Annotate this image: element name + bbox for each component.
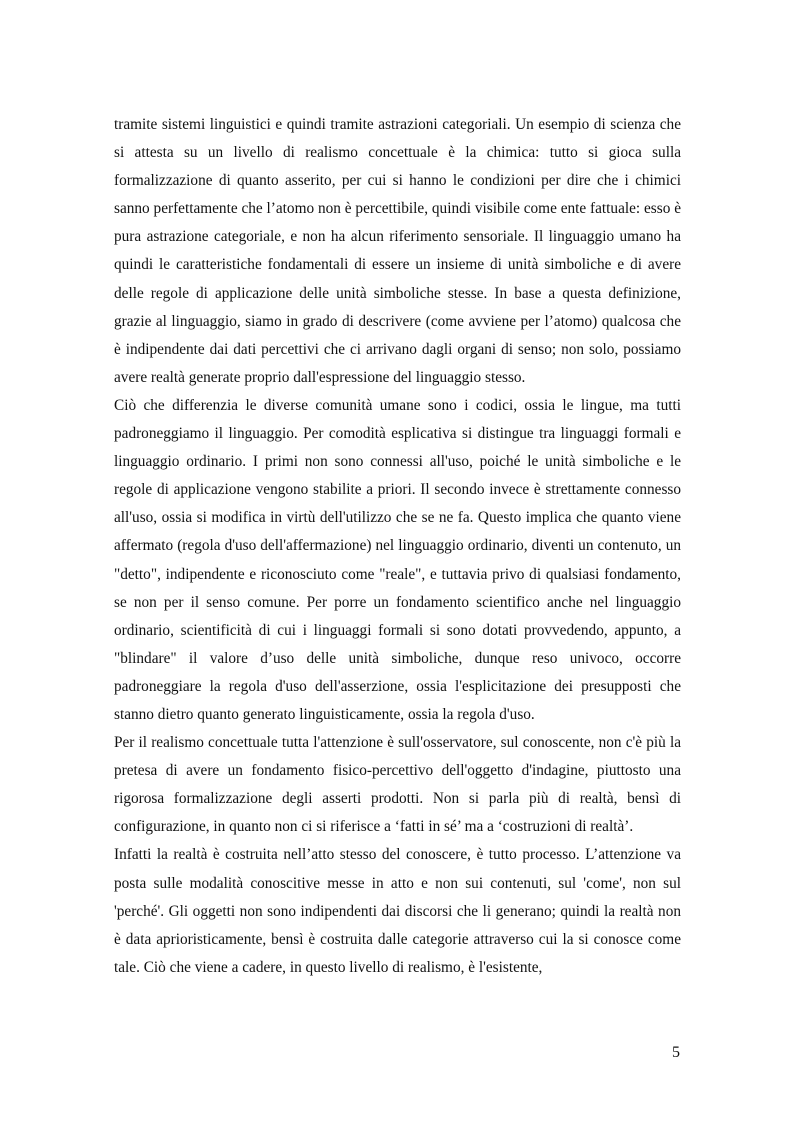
paragraph-2: Ciò che differenzia le diverse comunità umane sono i codici, ossia le lingue, ma tutti padroneggiamo il linguaggio. Per comodità esplicativa si distingue tra linguaggi formali e linguaggio ordinario. I primi non sono connessi all'uso, poiché le unità simboliche e le regole di applicazione vengono stabilite a priori. Il secondo invece è strettamente connesso all'uso, ossia si modifica in virtù dell'utilizzo che se ne fa. Questo implica che quanto viene affermato (regola d'uso dell'affermazione) nel linguaggio ordinario, diventi un contenuto, un "detto", indipendente e riconosciuto come "reale", e tuttavia privo di qualsiasi fondamento, se non per il senso comune. Per porre un fondamento scientifico anche nel linguaggio ordinario, scientificità di cui i linguaggi formali si sono dotati provvedendo, appunto, a "blindare" il valore d’uso delle unità simboliche, dunque reso univoco, occorre padroneggiare la regola d'uso dell'asserzione, ossia l'esplicitazione dei presupposti che stanno dietro quanto generato linguisticamente, ossia la regola d'uso. (114, 396, 681, 723)
page-number: 5 (672, 1044, 680, 1061)
body-text (114, 111, 681, 982)
paragraph-4: Infatti la realtà è costruita nell’atto stesso del conoscere, è tutto processo. L’attenzione va posta sulle modalità conoscitive messe in atto e non sui contenuti, sul 'come', non sul 'perché'. Gli oggetti non sono indipendenti dai discorsi che li generano; quindi la realtà non è data aprioristicamente, bensì è costruita dalle categorie attraverso cui la si conosce come tale. Ciò che viene a cadere, in questo livello di realismo, è l'esistente, (114, 846, 681, 976)
paragraph-3: Per il realismo concettuale tutta l'attenzione è sull'osservatore, sul conoscente, non c'è più la pretesa di avere un fondamento fisico-percettivo dell'oggetto d'indagine, piuttosto una rigorosa formalizzazione degli asserti prodotti. Non si parla più di realtà, bensì di configurazione, in quanto non ci si riferisce a ‘fatti in sé’ ma a ‘costruzioni di realtà’. (114, 734, 681, 836)
paragraph-1: tramite sistemi linguistici e quindi tramite astrazioni categoriali. Un esempio di scienza che si attesta su un livello di realismo concettuale è la chimica: tutto si gioca sulla formalizzazione di quanto asserito, per cui si hanno le condizioni per dire che i chimici sanno perfettamente che l’atomo non è percettibile, quindi visibile come ente fattuale: esso è pura astrazione categoriale, e non ha alcun riferimento sensoriale. Il linguaggio umano ha quindi le caratteristiche fondamentali di essere un insieme di unità simboliche e di avere delle regole di applicazione delle unità simboliche stesse. In base a questa definizione, grazie al linguaggio, siamo in grado di descrivere (come avviene per l’atomo) qualcosa che è indipendente dai dati percettivi che ci arrivano dagli organi di senso; non solo, possiamo avere realtà generate proprio dall'espressione del linguaggio stesso. (114, 116, 681, 386)
